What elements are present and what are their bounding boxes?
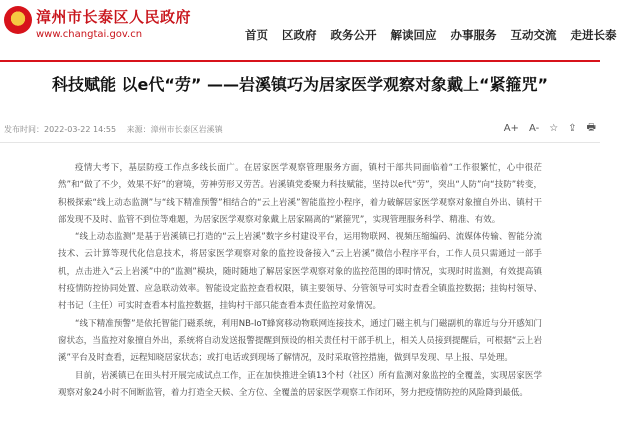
font-larger-button[interactable]: A+ (503, 123, 519, 134)
nav-interaction[interactable]: 互动交流 (510, 28, 557, 42)
article-tools (494, 120, 596, 137)
national-emblem-icon (4, 6, 32, 34)
publish-time: 发布时间：2022-03-22 14:55 (4, 125, 117, 134)
print-icon[interactable]: 🖶 (586, 122, 596, 133)
nav-interpretation[interactable]: 解读回应 (390, 28, 437, 42)
paragraph: “线上动态监测”是基于岩溪镇已打造的“云上岩溪”数字乡村建设平台，运用物联网、视频压缩编码、流媒体传输、智能分流技术、云计算等现代化信息技术，将居家医学观察对象的监控设备接入“云上岩溪”微信小程序平台，工作人员只需通过一部手机，点击进入“云上岩溪”中的“监测”模块，随时随地了解居家医学观察对象的监控范围的即时情况，实现时时监测，有效提高镇村疫情防控协同处置、应急联动效率。智能设定监控查看权限，镇主要领导、分管领导可实时查看全镇监控数据；挂钩村领导、村书记（主任）可实时查看本村监控数据，挂钩村干部只能查看本责任监控对象情况。 (58, 232, 542, 312)
article-title: 科技赋能 以e代“劳” ——岩溪镇巧为居家医学观察对象戴上“紧箍咒” (51, 75, 549, 94)
paragraph: “线下精准预警”是依托智能门磁系统，利用NB-IoT蜂窝移动物联网连接技术，通过门磁主机与门磁副机的靠近与分开感知门窗状态，当监控对象擅自外出，系统将自动发送报警提醒到预设的相关责任村干部手机上，相关人员接到提醒后，可根据“云上岩溪”平台及时查看，远程知晓居家状态；或打电话或到现场了解情况，及时采取管控措施，做到早发现、早上报、早处理。 (58, 318, 542, 364)
main-nav (245, 25, 631, 45)
share-icon[interactable]: ⇪ (568, 123, 577, 134)
paragraph: 目前，岩溪镇已在田头村开展完成试点工作，正在加快推进全镇13个村（社区）所有监测对象监控的全覆盖，实现居家医学观察对象24小时不间断监管，着力打造全天候、全方位、全覆盖的居家医学观察工作闭环，努力把疫情防控的风险降到最低。 (58, 370, 542, 398)
paragraph: 疫情大考下，基层防疫工作点多线长面广。在居家医学观察管理服务方面，镇村干部共同面临着“工作很繁忙，心中很茫然”和“做了不少，效果不好”的窘境，劳神劳形又劳苦。岩溪镇党委聚力科技赋能，坚持以e代“劳”，突出“人防”向“技防”转变，积极探索“线上动态监测”与“线下精准预警”相结合的“云上岩溪”智能监控小程序，着力破解居家医学观察对象擅自外出、镇村干部发现不及时、监管不到位等难题，为居家医学观察对象戴上居家隔离的“紧箍咒”，实现管理服务科学、精准、有效。 (58, 163, 542, 225)
article-source: 来源：漳州市长泰区岩溪镇 (126, 125, 223, 134)
font-smaller-button[interactable]: A- (528, 123, 540, 134)
nav-home[interactable]: 首页 (245, 28, 268, 42)
nav-services[interactable]: 办事服务 (450, 28, 497, 42)
nav-government-affairs[interactable]: 政务公开 (330, 28, 377, 42)
site-url: www.changtai.gov.cn (36, 29, 143, 40)
article-meta (4, 124, 231, 135)
nav-district-government[interactable]: 区政府 (282, 28, 317, 42)
divider (0, 142, 600, 143)
site-name[interactable]: 漳州市长泰区人民政府 (36, 8, 192, 26)
site-header (0, 0, 617, 62)
nav-about-changtai[interactable]: 走进长泰 (570, 28, 617, 42)
star-icon[interactable]: ☆ (549, 123, 559, 134)
article-body (58, 160, 542, 402)
article (0, 62, 600, 438)
